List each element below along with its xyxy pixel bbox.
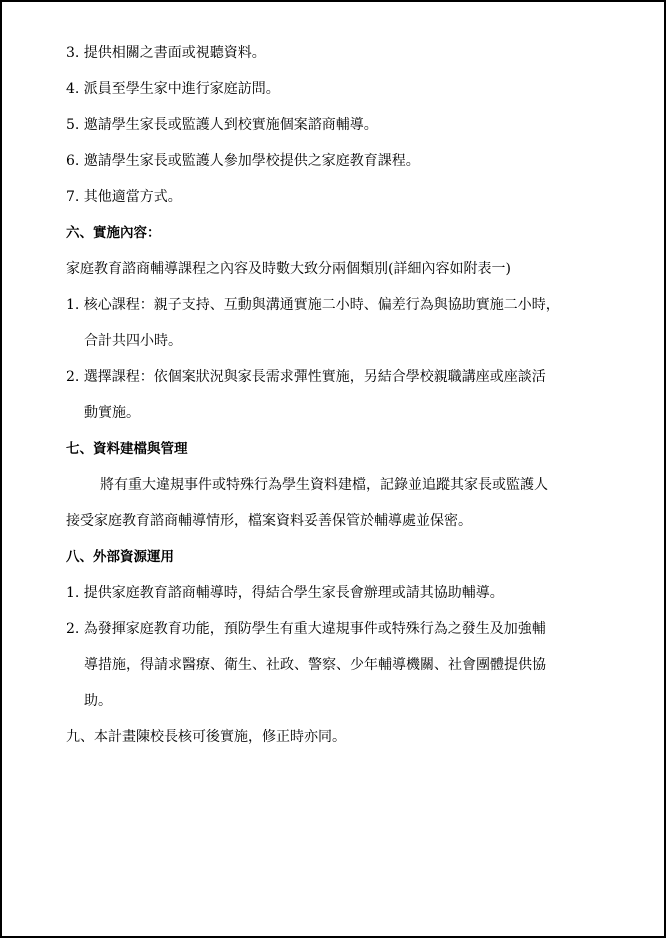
list-item-7: 7. 其他適當方式。 bbox=[66, 189, 182, 205]
core-course-item-continued: 合計共四小時。 bbox=[84, 333, 182, 349]
section-9-statement: 九、本計畫陳校長核可後實施，修正時亦同。 bbox=[66, 729, 346, 745]
list-item-4: 4. 派員至學生家中進行家庭訪問。 bbox=[66, 81, 280, 97]
list-item-3: 3. 提供相關之書面或視聽資料。 bbox=[66, 45, 266, 61]
section-heading-8: 八、外部資源運用 bbox=[66, 549, 174, 565]
resource-item-1: 1. 提供家庭教育諮商輔導時，得結合學生家長會辦理或請其協助輔導。 bbox=[66, 585, 504, 601]
resource-item-2: 2. 為發揮家庭教育功能，預防學生有重大違規事件或特殊行為之發生及加強輔 bbox=[66, 621, 546, 637]
elective-course-item: 2. 選擇課程：依個案狀況與家長需求彈性實施，另結合學校親職講座或座談活 bbox=[66, 369, 546, 385]
section-6-intro: 家庭教育諮商輔導課程之內容及時數大致分兩個類別(詳細內容如附表一) bbox=[66, 261, 511, 277]
section-7-paragraph-continued: 接受家庭教育諮商輔導情形，檔案資料妥善保管於輔導處並保密。 bbox=[66, 513, 472, 529]
resource-item-2-end: 助。 bbox=[84, 693, 112, 709]
elective-course-item-continued: 動實施。 bbox=[84, 405, 140, 421]
section-heading-7: 七、資料建檔與管理 bbox=[66, 441, 188, 457]
resource-item-2-continued: 導措施，得請求醫療、衛生、社政、警察、少年輔導機關、社會團體提供協 bbox=[84, 657, 546, 673]
core-course-item: 1. 核心課程：親子支持、互動與溝通實施二小時、偏差行為與協助實施二小時， bbox=[66, 297, 560, 313]
section-7-paragraph: 將有重大違規事件或特殊行為學生資料建檔，記錄並追蹤其家長或監護人 bbox=[100, 477, 548, 493]
list-item-5: 5. 邀請學生家長或監護人到校實施個案諮商輔導。 bbox=[66, 117, 378, 133]
section-heading-6: 六、實施內容： bbox=[66, 225, 161, 241]
list-item-6: 6. 邀請學生家長或監護人參加學校提供之家庭教育課程。 bbox=[66, 153, 420, 169]
